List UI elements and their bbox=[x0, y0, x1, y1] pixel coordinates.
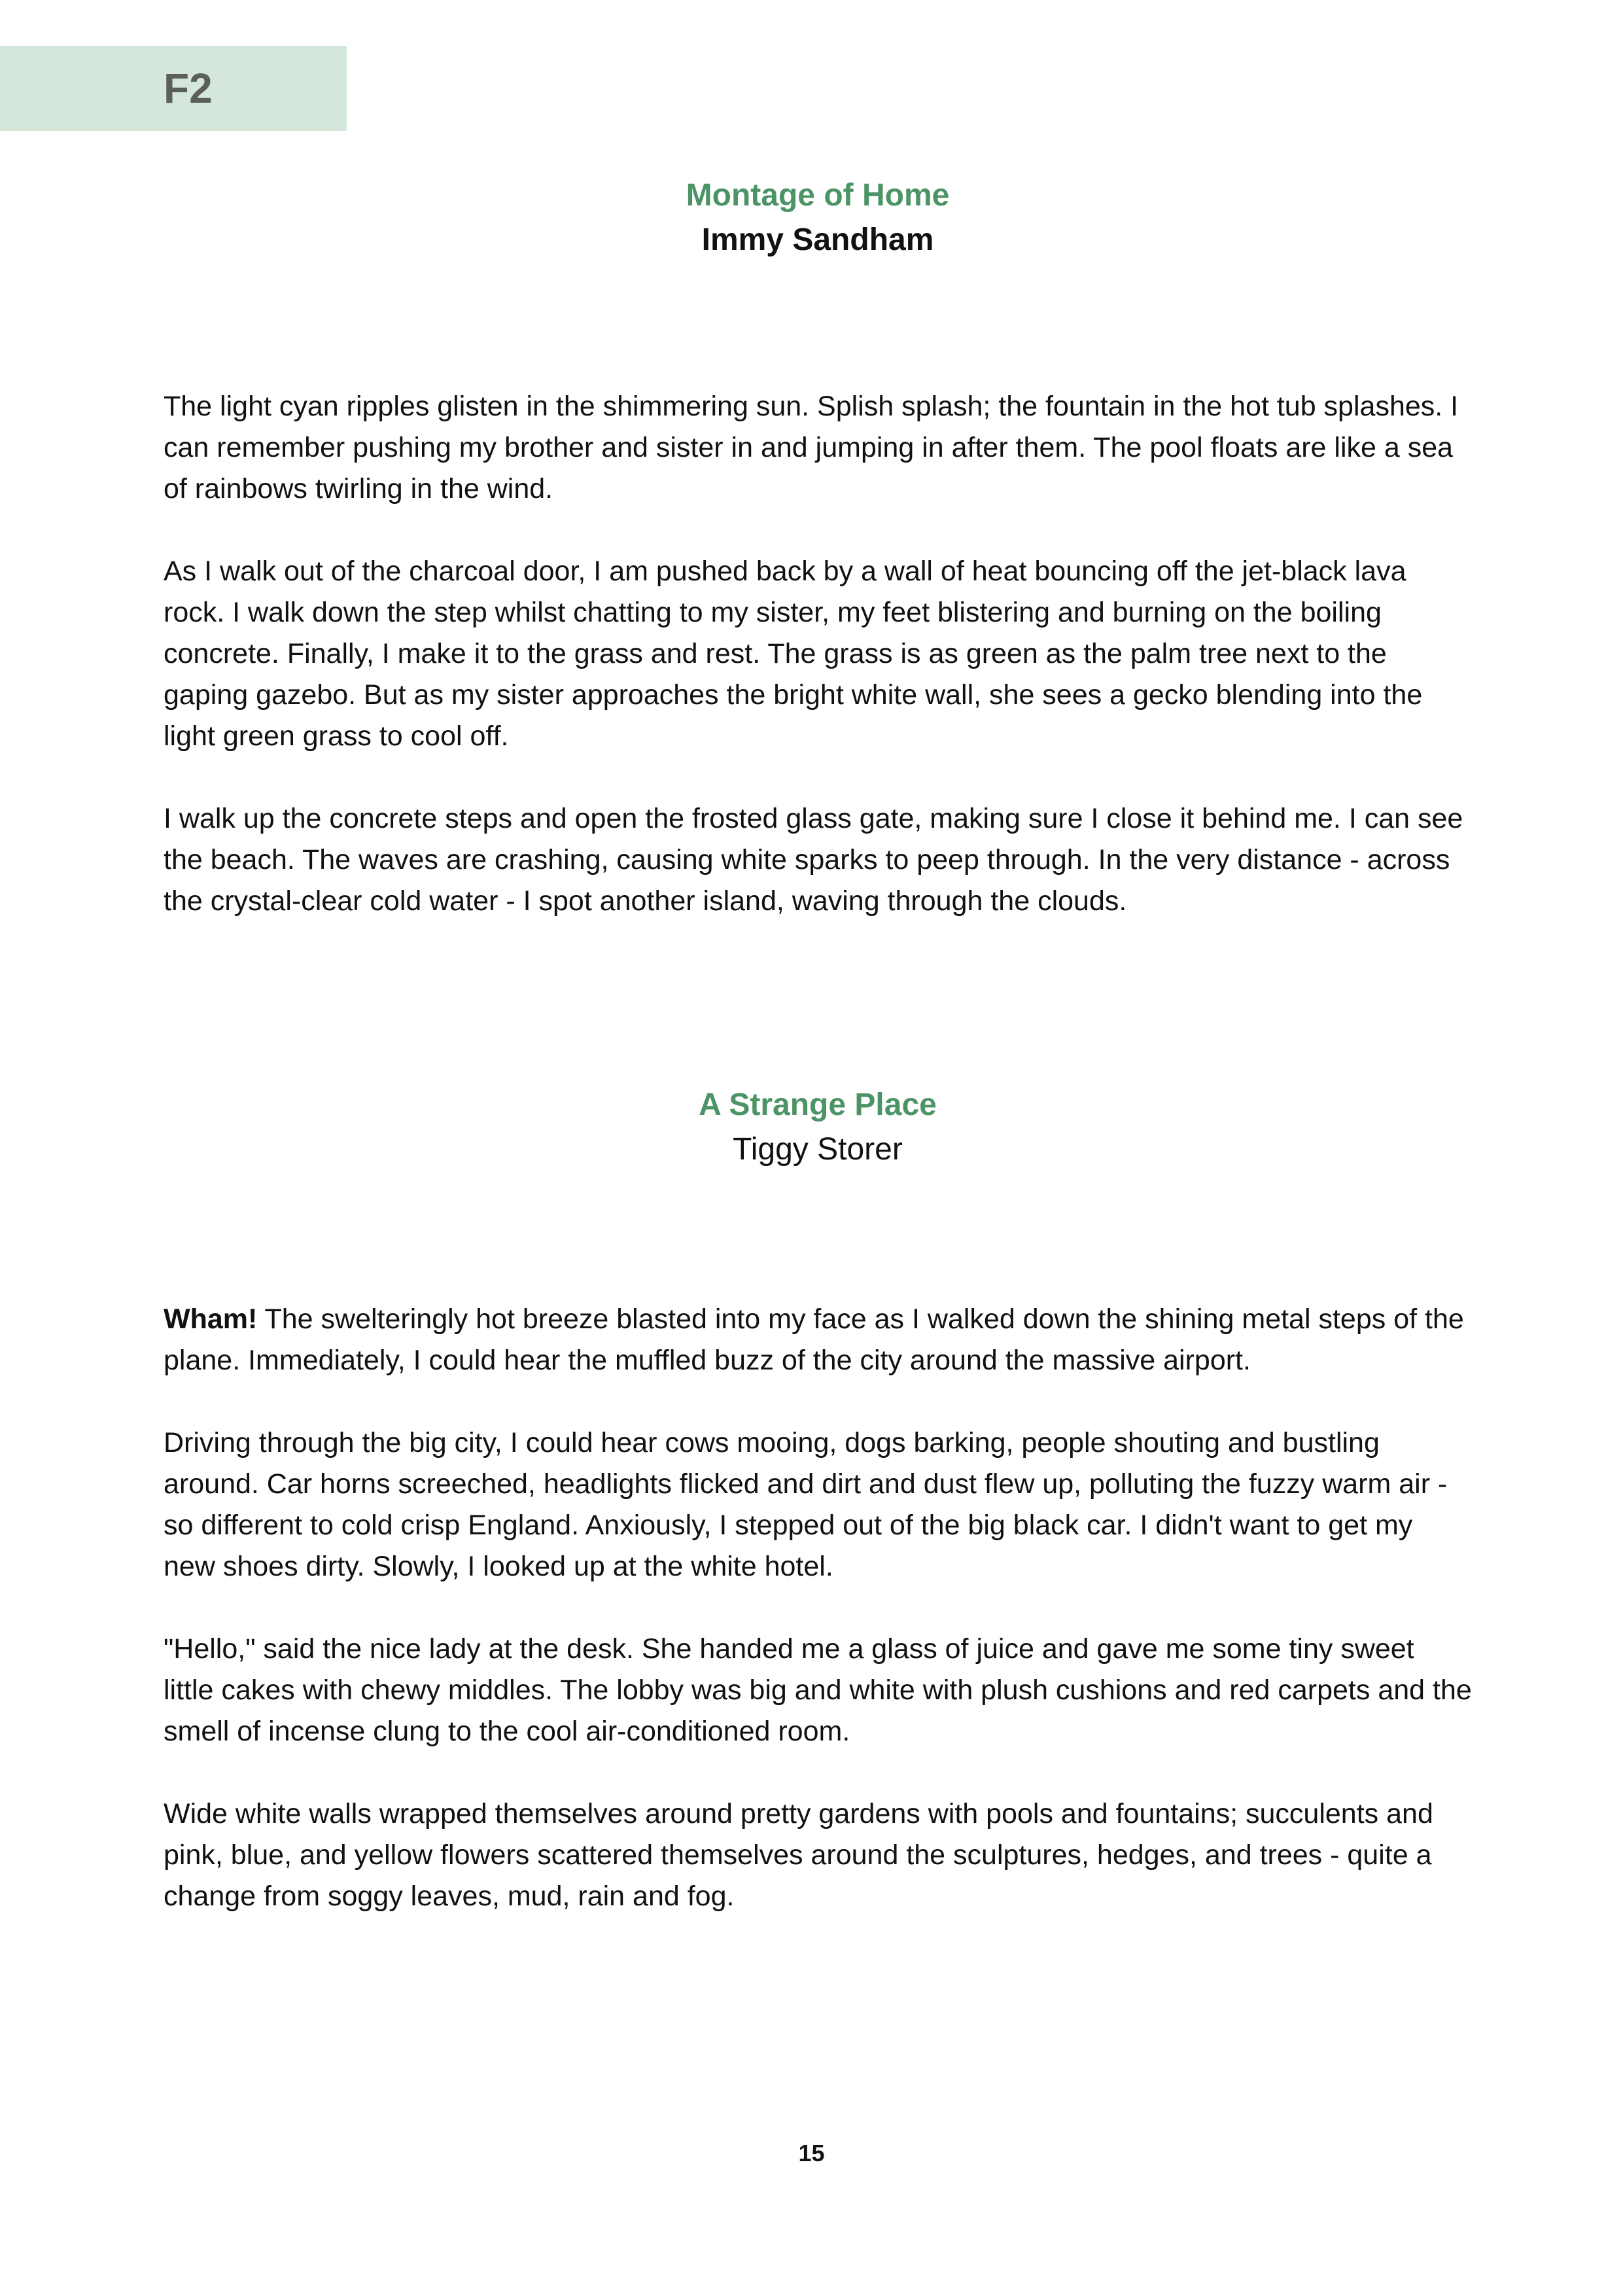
story-paragraph: "Hello," said the nice lady at the desk. She handed me a glass of juice and gave me some tiny sweet little cakes with chewy middles. The lobby was big and white with plush cushions and red carpets and the smell of incense clung to the cool air-conditioned room. bbox=[164, 1633, 1472, 1747]
story-title: A Strange Place bbox=[699, 1087, 937, 1122]
story-title: Montage of Home bbox=[686, 178, 950, 213]
story-paragraph: I walk up the concrete steps and open the frosted glass gate, making sure I close it behind me. I can see the beach. The waves are crashing, causing white sparks to peep through. In the very distance - across the crystal-clear cold water - I spot another island, waving through the clouds. bbox=[164, 803, 1463, 917]
page-number: 15 bbox=[798, 2140, 825, 2166]
story-header bbox=[164, 173, 1472, 262]
story-author: Tiggy Storer bbox=[733, 1132, 903, 1167]
section-tab-label: F2 bbox=[164, 65, 213, 112]
story-header bbox=[164, 1083, 1472, 1172]
story-author: Immy Sandham bbox=[701, 222, 934, 257]
story-paragraph: As I walk out of the charcoal door, I am pushed back by a wall of heat bouncing off the jet-black lava rock. I walk down the step whilst chatting to my sister, my feet blistering and burning on the boiling concrete. Finally, I make it to the grass and rest. The grass is as green as the palm tree next to the gaping gazebo. But as my sister approaches the bright white wall, she sees a gecko blending into the light green grass to cool off. bbox=[164, 556, 1423, 752]
story-paragraph: The light cyan ripples glisten in the shimmering sun. Splish splash; the fountain in the hot tub splashes. I can remember pushing my brother and sister in and jumping in after them. The pool floats are like a sea of rainbows twirling in the wind. bbox=[164, 391, 1459, 504]
story-body bbox=[164, 1299, 1472, 1958]
paragraph-lead-word: Wham! bbox=[164, 1303, 258, 1335]
story-body bbox=[164, 386, 1472, 963]
story-paragraph bbox=[164, 1299, 1472, 1381]
story-paragraph: Driving through the big city, I could hear cows mooing, dogs barking, people shouting and bustling around. Car horns screeched, headlights flicked and dirt and dust flew up, polluting the fuzzy warm air - so different to cold crisp England. Anxiously, I stepped out of the big black car. I didn't want to get my new shoes dirty. Slowly, I looked up at the white hotel. bbox=[164, 1427, 1448, 1582]
section-tab bbox=[0, 46, 347, 131]
paragraph-text: The swelteringly hot breeze blasted into my face as I walked down the shining metal steps of the plane. Immediately, I could hear the muffled buzz of the city around the massive airport. bbox=[164, 1303, 1464, 1376]
story-paragraph: Wide white walls wrapped themselves around pretty gardens with pools and fountains; succulents and pink, blue, and yellow flowers scattered themselves around the sculptures, hedges, and trees - quite a change from soggy leaves, mud, rain and fog. bbox=[164, 1798, 1433, 1912]
